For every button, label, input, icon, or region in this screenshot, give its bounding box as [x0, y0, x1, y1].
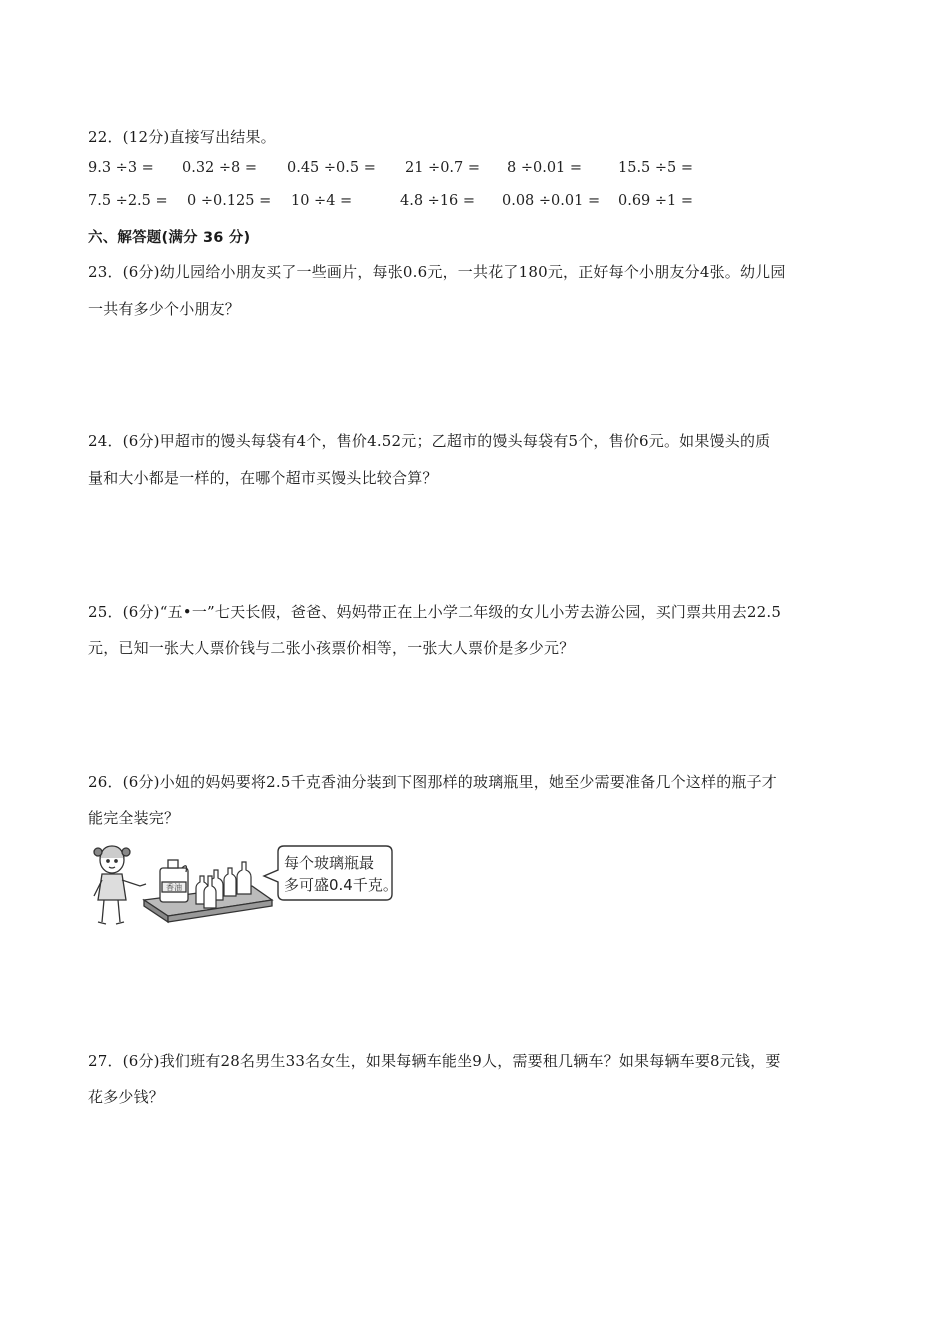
can-label: 香油: [166, 883, 182, 892]
bubble-text-line-2: 多可盛0.4千克。: [284, 876, 398, 894]
section-heading: 六、解答题(满分 36 分): [88, 230, 251, 246]
q22-title: 22．(12分)直接写出结果。: [88, 128, 276, 146]
calc-item: 0.32 ÷8 =: [182, 160, 258, 176]
q22-row-2: [0, 191, 950, 211]
calc-item: 0 ÷0.125 =: [187, 193, 272, 209]
calc-item: 0.08 ÷0.01 =: [502, 193, 601, 209]
calc-item: 10 ÷4 =: [291, 193, 353, 209]
calc-item: 21 ÷0.7 =: [405, 160, 481, 176]
q22-row-1: [0, 158, 950, 178]
q23-line-1: 23．(6分)幼儿园给小朋友买了一些画片，每张0.6元，一共花了180元，正好每个小朋友分4张。幼儿园: [88, 263, 786, 281]
q24-line-1: 24．(6分)甲超市的馒头每袋有4个，售价4.52元；乙超市的馒头每袋有5个，售价6元。如果馒头的质: [88, 432, 771, 450]
bubble-text-line-1: 每个玻璃瓶最: [284, 854, 375, 872]
q26-line-1: 26．(6分)小妞的妈妈要将2.5千克香油分装到下图那样的玻璃瓶里，她至少需要准备几个这样的瓶子才: [88, 773, 777, 791]
calc-item: 0.69 ÷1 =: [618, 193, 694, 209]
calc-item: 9.3 ÷3 =: [88, 160, 154, 176]
calc-item: 4.8 ÷16 =: [400, 193, 476, 209]
calc-item: 7.5 ÷2.5 =: [88, 193, 168, 209]
q26-line-2: 能完全装完？: [88, 809, 180, 827]
calc-item: 8 ÷0.01 =: [507, 160, 583, 176]
girl-figure: [94, 846, 146, 924]
q27-line-1: 27．(6分)我们班有28名男生33名女生，如果每辆车能坐9人，需要租几辆车？如果每辆车要8元钱，要: [88, 1052, 781, 1070]
q27-line-2: 花多少钱？: [88, 1088, 165, 1106]
q24-line-2: 量和大小都是一样的，在哪个超市买馒头比较合算？: [88, 469, 438, 487]
q23-line-2: 一共有多少个小朋友？: [88, 300, 241, 318]
q25-line-1: 25．(6分)“五•一”七天长假，爸爸、妈妈带正在上小学二年级的女儿小芳去游公园，买门票共用去22.5: [88, 603, 782, 621]
oil-bottles-illustration: [88, 838, 398, 930]
q25-line-2: 元，已知一张大人票价钱与二张小孩票价相等，一张大人票价是多少元？: [88, 639, 575, 657]
oil-can: [160, 860, 188, 902]
calc-item: 0.45 ÷0.5 =: [287, 160, 376, 176]
calc-item: 15.5 ÷5 =: [618, 160, 694, 176]
